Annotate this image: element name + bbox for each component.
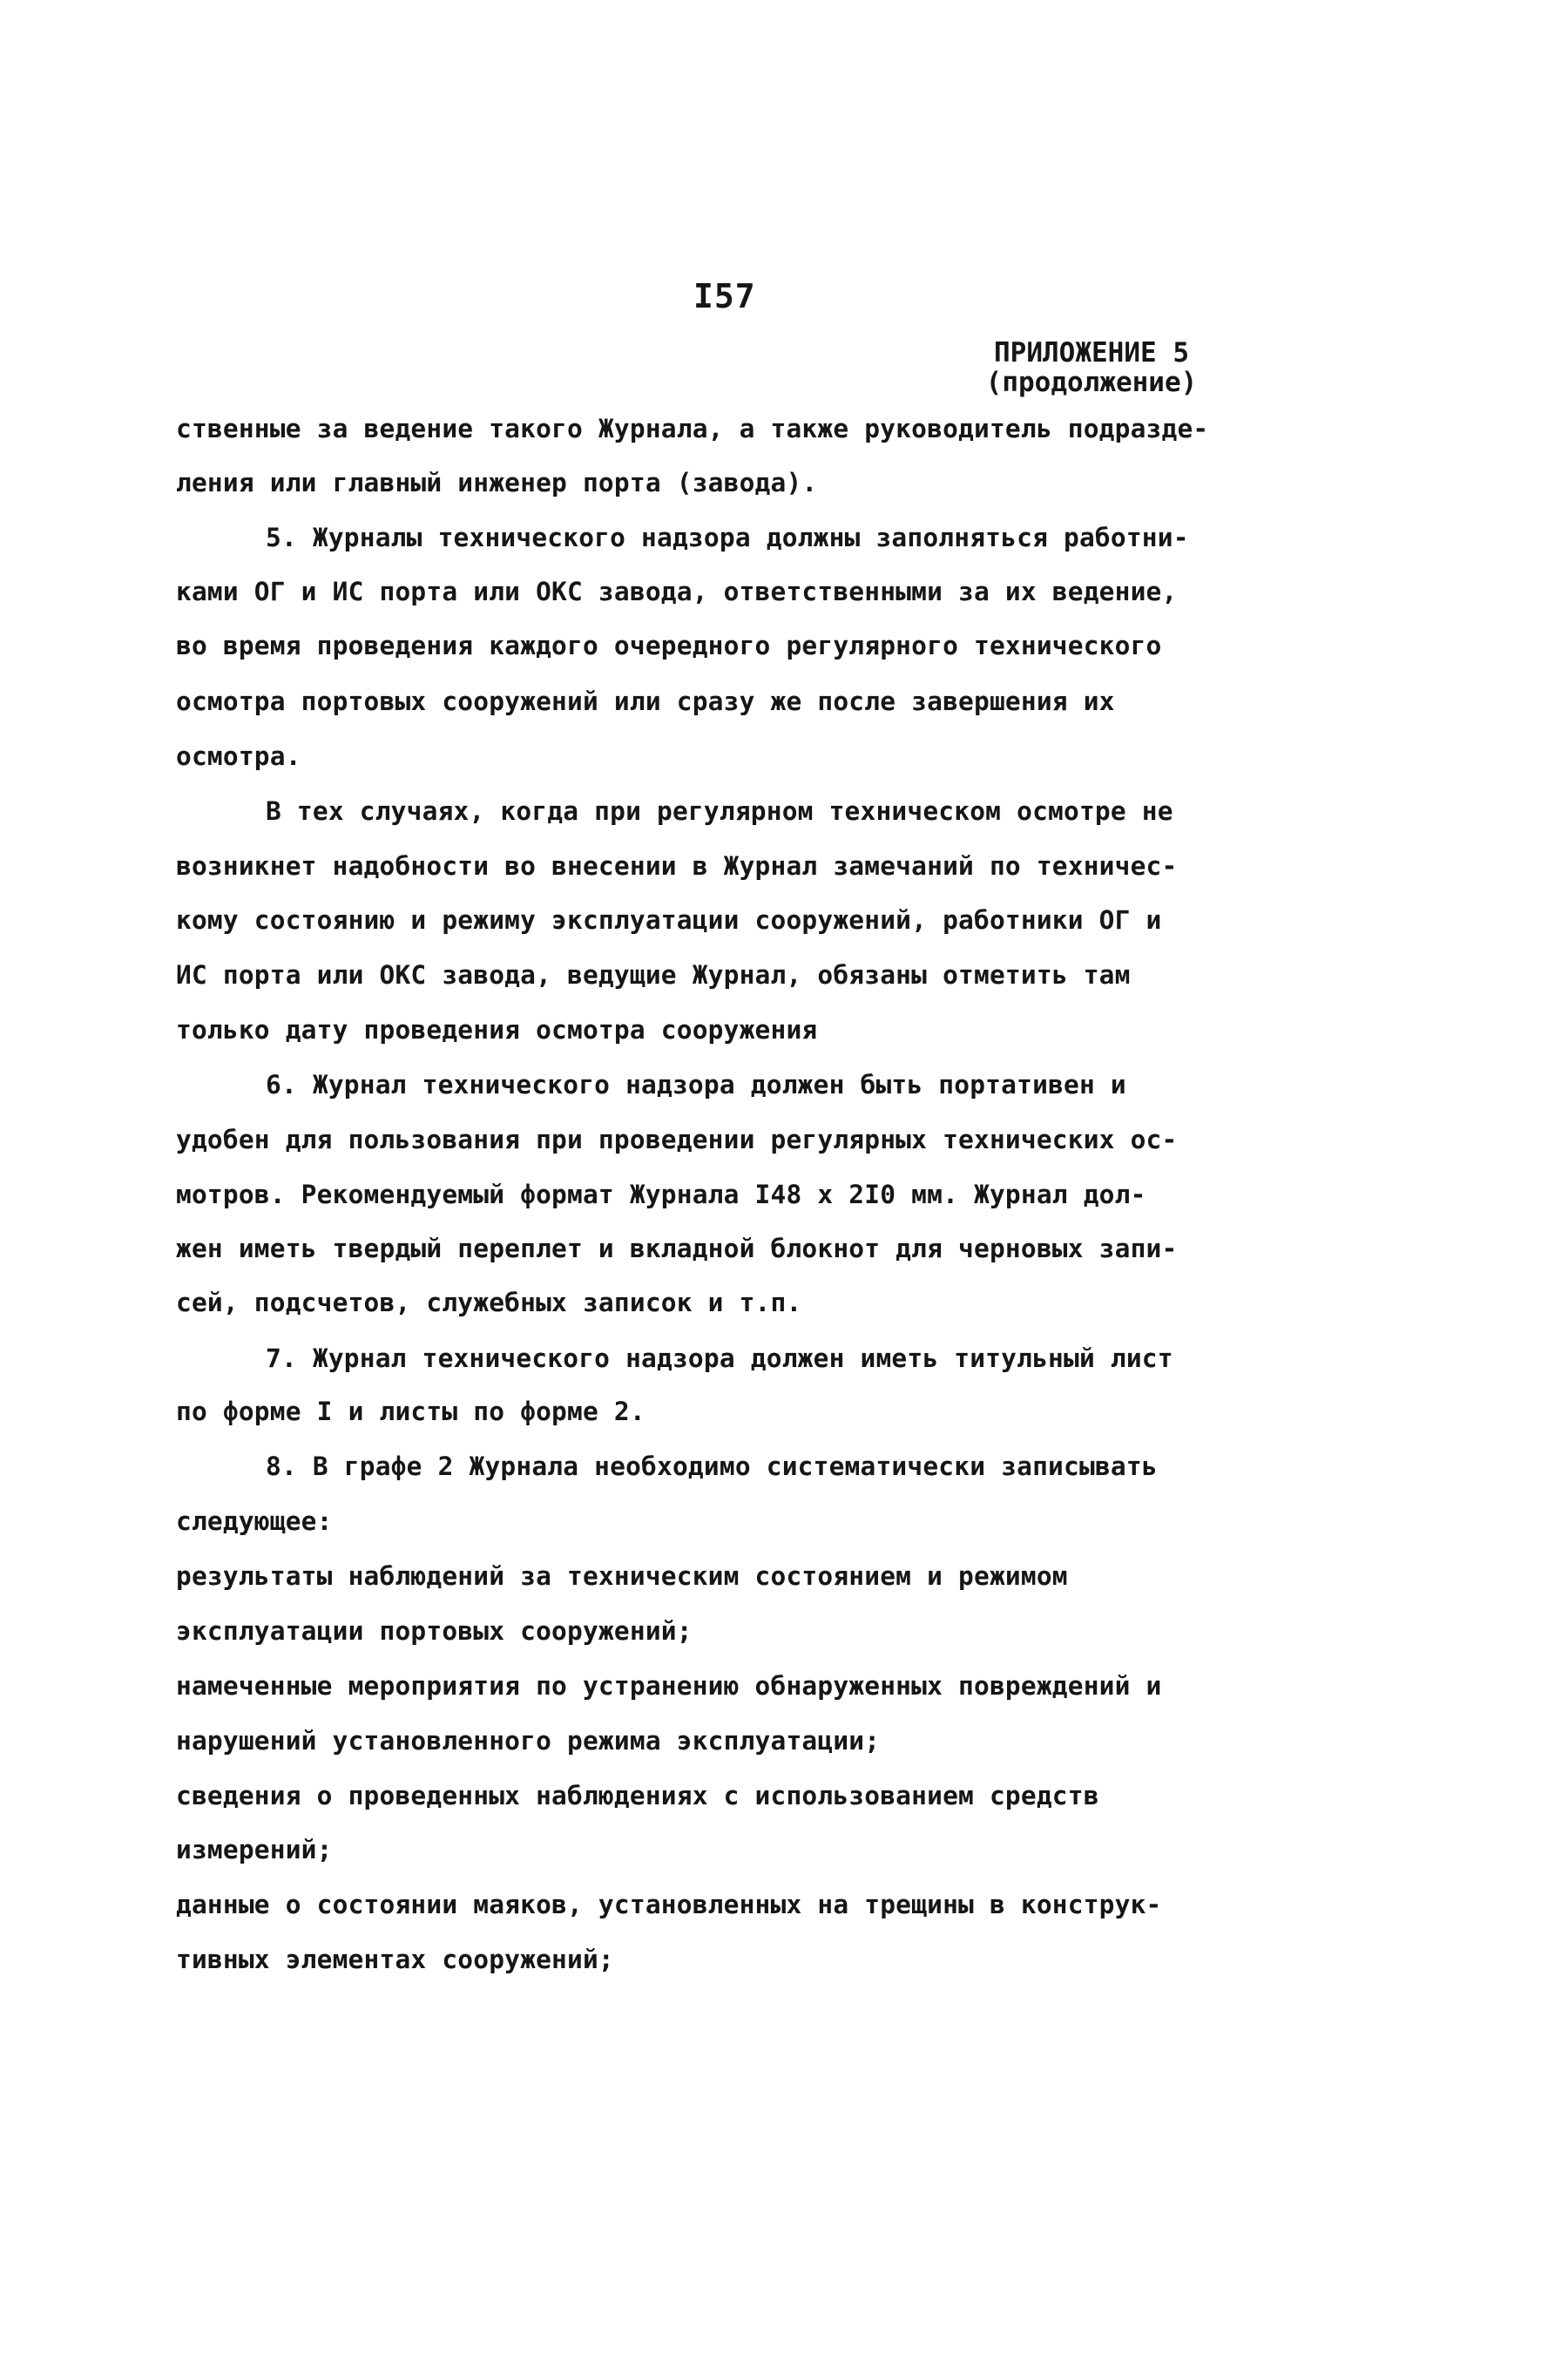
text-line: измерений;	[176, 1835, 333, 1864]
text-line: ИС порта или ОКС завода, ведущие Журнал, обязаны отметить там	[176, 960, 1131, 990]
text-line: возникнет надобности во внесении в Журнал замечаний по техничес-	[176, 851, 1178, 881]
text-line: по форме I и листы по форме 2.	[176, 1397, 645, 1426]
text-line: 5. Журналы технического надзора должны заполняться работни-	[266, 523, 1189, 552]
text-line: 7. Журнал технического надзора должен иметь титульный лист	[266, 1343, 1173, 1373]
text-line: только дату проведения осмотра сооружения	[176, 1015, 818, 1045]
text-line: В тех случаях, когда при регулярном техническом осмотре не	[266, 796, 1173, 826]
text-line: 6. Журнал технического надзора должен быть портативен и	[266, 1070, 1126, 1100]
text-line: данные о состоянии маяков, установленных на трещины в конструк-	[176, 1890, 1162, 1919]
text-line: нарушений установленного режима эксплуатации;	[176, 1726, 881, 1756]
page-number: I57	[693, 277, 756, 315]
text-line: сведения о проведенных наблюдениях с использованием средств	[176, 1781, 1099, 1810]
text-line: мотров. Рекомендуемый формат Журнала I48 х 2I0 мм. Журнал дол-	[176, 1180, 1146, 1209]
appendix-subtitle: (продолжение)	[985, 367, 1198, 398]
text-line: эксплуатации портовых сооружений;	[176, 1616, 693, 1646]
text-line: тивных элементах сооружений;	[176, 1945, 614, 1974]
text-line: следующее:	[176, 1506, 333, 1536]
text-line: ления или главный инженер порта (завода).	[176, 468, 818, 497]
text-line: результаты наблюдений за техническим состоянием и режимом	[176, 1561, 1068, 1591]
text-line: ками ОГ и ИС порта или ОКС завода, ответственными за их ведение,	[176, 577, 1178, 606]
text-line: кому состоянию и режиму эксплуатации сооружений, работники ОГ и	[176, 905, 1162, 935]
text-line: 8. В графе 2 Журнала необходимо систематически записывать	[266, 1452, 1158, 1481]
text-line: сей, подсчетов, служебных записок и т.п.	[176, 1288, 802, 1317]
text-line: удобен для пользования при проведении регулярных технических ос-	[176, 1125, 1178, 1154]
text-line: жен иметь твердый переплет и вкладной блокнот для черновых запи-	[176, 1234, 1178, 1263]
text-line: во время проведения каждого очередного регулярного технического	[176, 631, 1162, 660]
text-line: намеченные мероприятия по устранению обнаруженных повреждений и	[176, 1671, 1162, 1701]
text-line: осмотра.	[176, 741, 301, 771]
appendix-title: ПРИЛОЖЕНИЕ 5	[994, 337, 1189, 369]
text-line: ственные за ведение такого Журнала, а также руководитель подразде-	[176, 414, 1209, 443]
appendix-header	[965, 338, 1218, 397]
text-line: осмотра портовых сооружений или сразу же после завершения их	[176, 687, 1115, 716]
